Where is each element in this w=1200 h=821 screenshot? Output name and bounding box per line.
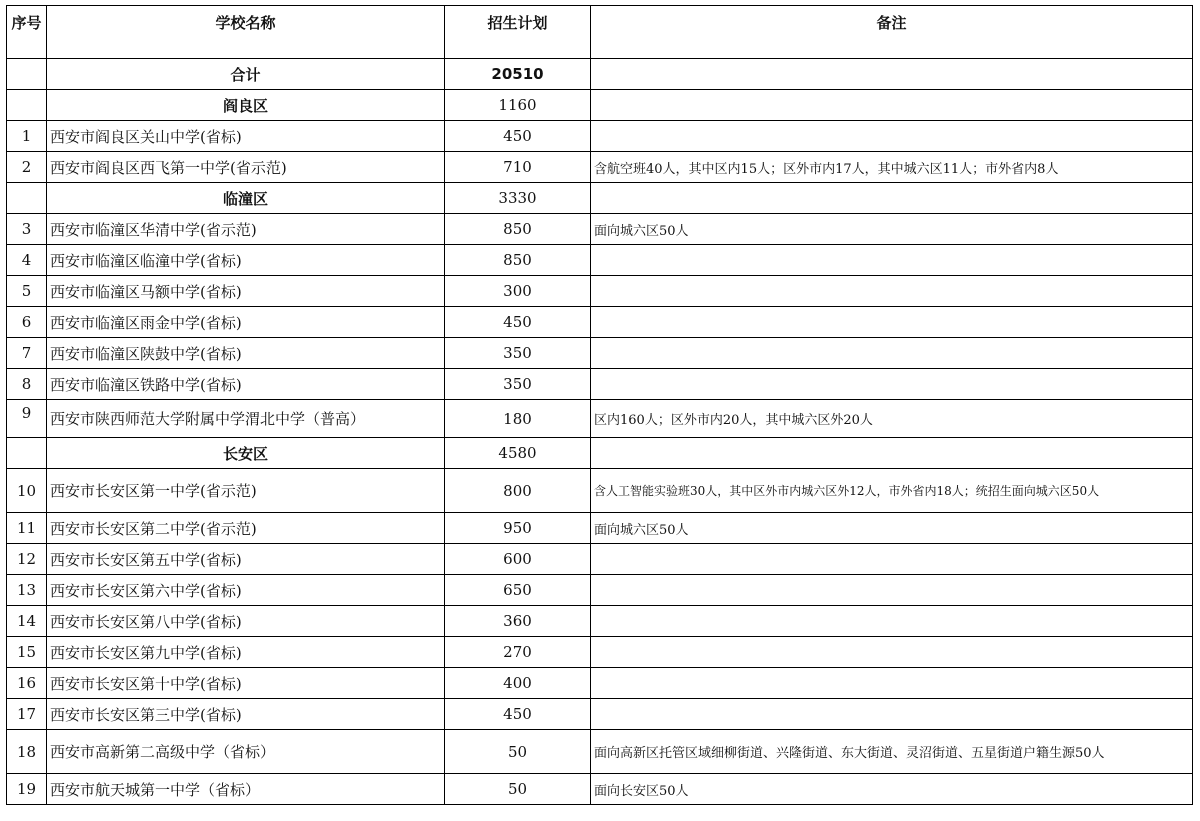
row-plan: 850	[445, 214, 591, 245]
row-note	[591, 544, 1193, 575]
row-school: 西安市长安区第二中学(省示范)	[47, 513, 445, 544]
table-row	[7, 276, 1193, 307]
row-index: 16	[7, 668, 47, 699]
row-index: 15	[7, 637, 47, 668]
district-note-cell	[591, 90, 1193, 121]
row-plan: 650	[445, 575, 591, 606]
table-row	[7, 637, 1193, 668]
header-note: 备注	[591, 6, 1193, 59]
row-note	[591, 338, 1193, 369]
row-school: 西安市长安区第五中学(省标)	[47, 544, 445, 575]
district-plan: 1160	[445, 90, 591, 121]
row-note	[591, 369, 1193, 400]
row-school: 西安市临潼区马额中学(省标)	[47, 276, 445, 307]
row-note: 面向城六区50人	[591, 513, 1193, 544]
table-row	[7, 307, 1193, 338]
row-plan: 300	[445, 276, 591, 307]
row-plan: 270	[445, 637, 591, 668]
header-index: 序号	[7, 6, 47, 59]
row-plan: 180	[445, 400, 591, 438]
row-note	[591, 307, 1193, 338]
row-note	[591, 121, 1193, 152]
row-plan: 850	[445, 245, 591, 276]
row-index: 7	[7, 338, 47, 369]
row-plan: 600	[445, 544, 591, 575]
row-index: 3	[7, 214, 47, 245]
row-index: 4	[7, 245, 47, 276]
row-index: 9	[7, 400, 47, 438]
row-note: 面向长安区50人	[591, 774, 1193, 805]
table-row	[7, 575, 1193, 606]
row-school: 西安市长安区第一中学(省示范)	[47, 469, 445, 513]
row-note	[591, 637, 1193, 668]
district-index-cell	[7, 438, 47, 469]
header-school: 学校名称	[47, 6, 445, 59]
table-row	[7, 513, 1193, 544]
table-row	[7, 544, 1193, 575]
row-index: 18	[7, 730, 47, 774]
table-row	[7, 774, 1193, 805]
row-note	[591, 245, 1193, 276]
row-plan: 950	[445, 513, 591, 544]
row-index: 8	[7, 369, 47, 400]
total-index-cell	[7, 59, 47, 90]
row-plan: 50	[445, 774, 591, 805]
district-name: 阎良区	[47, 90, 445, 121]
enrollment-table	[6, 5, 1193, 805]
row-school: 西安市长安区第八中学(省标)	[47, 606, 445, 637]
row-index: 13	[7, 575, 47, 606]
table-row	[7, 214, 1193, 245]
row-index: 17	[7, 699, 47, 730]
row-plan: 350	[445, 369, 591, 400]
row-school: 西安市高新第二高级中学（省标）	[47, 730, 445, 774]
row-school: 西安市长安区第十中学(省标)	[47, 668, 445, 699]
row-school: 西安市临潼区铁路中学(省标)	[47, 369, 445, 400]
row-plan: 50	[445, 730, 591, 774]
total-plan: 20510	[445, 59, 591, 90]
row-plan: 400	[445, 668, 591, 699]
total-note-cell	[591, 59, 1193, 90]
row-plan: 450	[445, 121, 591, 152]
table-row	[7, 469, 1193, 513]
row-note	[591, 606, 1193, 637]
row-school: 西安市临潼区临潼中学(省标)	[47, 245, 445, 276]
district-index-cell	[7, 90, 47, 121]
table-row	[7, 668, 1193, 699]
row-plan: 800	[445, 469, 591, 513]
row-plan: 450	[445, 307, 591, 338]
row-school: 西安市长安区第九中学(省标)	[47, 637, 445, 668]
row-plan: 360	[445, 606, 591, 637]
row-index: 12	[7, 544, 47, 575]
district-plan: 4580	[445, 438, 591, 469]
row-index: 14	[7, 606, 47, 637]
header-row	[7, 6, 1193, 59]
district-note-cell	[591, 183, 1193, 214]
row-school: 西安市长安区第三中学(省标)	[47, 699, 445, 730]
row-school: 西安市长安区第六中学(省标)	[47, 575, 445, 606]
table-row	[7, 245, 1193, 276]
district-plan: 3330	[445, 183, 591, 214]
row-school: 西安市临潼区华清中学(省示范)	[47, 214, 445, 245]
row-index: 11	[7, 513, 47, 544]
row-note: 区内160人；区外市内20人，其中城六区外20人	[591, 400, 1193, 438]
table-row	[7, 400, 1193, 438]
row-note	[591, 276, 1193, 307]
row-note: 含航空班40人，其中区内15人；区外市内17人，其中城六区11人；市外省内8人	[591, 152, 1193, 183]
district-name: 临潼区	[47, 183, 445, 214]
table-row	[7, 606, 1193, 637]
district-index-cell	[7, 183, 47, 214]
row-note: 面向高新区托管区域细柳街道、兴隆街道、东大街道、灵沼街道、五星街道户籍生源50人	[591, 730, 1193, 774]
row-plan: 450	[445, 699, 591, 730]
row-school: 西安市陕西师范大学附属中学渭北中学（普高）	[47, 400, 445, 438]
district-row	[7, 90, 1193, 121]
table-row	[7, 369, 1193, 400]
row-note: 面向城六区50人	[591, 214, 1193, 245]
row-note: 含人工智能实验班30人，其中区外市内城六区外12人，市外省内18人；统招生面向城六区50人	[591, 469, 1193, 513]
row-index: 5	[7, 276, 47, 307]
table-row	[7, 152, 1193, 183]
row-school: 西安市临潼区陕鼓中学(省标)	[47, 338, 445, 369]
row-index: 19	[7, 774, 47, 805]
district-row	[7, 183, 1193, 214]
row-school: 西安市阎良区西飞第一中学(省示范)	[47, 152, 445, 183]
district-note-cell	[591, 438, 1193, 469]
row-note	[591, 575, 1193, 606]
total-label: 合计	[47, 59, 445, 90]
row-school: 西安市阎良区关山中学(省标)	[47, 121, 445, 152]
table-row	[7, 338, 1193, 369]
district-name: 长安区	[47, 438, 445, 469]
row-index: 1	[7, 121, 47, 152]
row-note	[591, 699, 1193, 730]
table-row	[7, 699, 1193, 730]
district-row	[7, 438, 1193, 469]
row-school: 西安市临潼区雨金中学(省标)	[47, 307, 445, 338]
row-index: 10	[7, 469, 47, 513]
header-plan: 招生计划	[445, 6, 591, 59]
row-index: 6	[7, 307, 47, 338]
row-school: 西安市航天城第一中学（省标）	[47, 774, 445, 805]
table-row	[7, 121, 1193, 152]
row-index: 2	[7, 152, 47, 183]
row-note	[591, 668, 1193, 699]
row-plan: 350	[445, 338, 591, 369]
table-row	[7, 730, 1193, 774]
row-plan: 710	[445, 152, 591, 183]
total-row	[7, 59, 1193, 90]
